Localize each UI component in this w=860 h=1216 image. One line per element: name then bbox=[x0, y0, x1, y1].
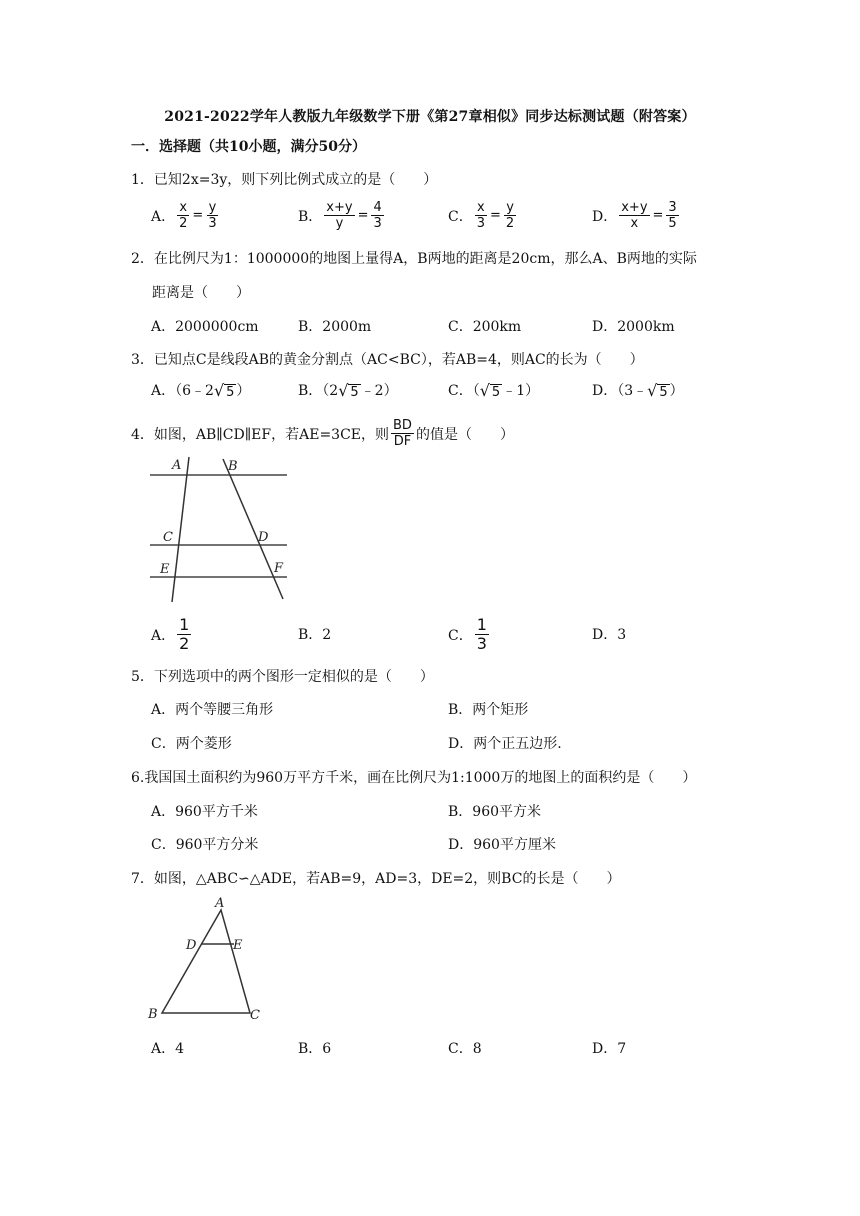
question-4-option-d[interactable]: D．3 bbox=[592, 627, 627, 643]
option-text: C．（ bbox=[448, 383, 480, 399]
option-label: D． bbox=[592, 208, 618, 225]
fraction: $\frac{1}{3}$ bbox=[476, 615, 487, 653]
question-7-option-c[interactable]: C．8 bbox=[448, 1041, 482, 1057]
option-text: B．（2 bbox=[298, 383, 339, 399]
question-6-option-d[interactable]: D．960平方厘米 bbox=[448, 837, 556, 853]
question-3-option-b[interactable] bbox=[298, 380, 398, 400]
equals-sign: = bbox=[357, 208, 369, 223]
question-6-option-b[interactable]: B．960平方米 bbox=[448, 804, 542, 820]
question-6-option-c[interactable]: C．960平方分米 bbox=[151, 837, 259, 853]
option-text: D．（3﹣ bbox=[592, 383, 648, 399]
question-5-option-c[interactable]: C．两个菱形 bbox=[151, 736, 232, 752]
question-4-stem bbox=[131, 418, 514, 449]
option-label: C． bbox=[448, 627, 473, 644]
label-a: A bbox=[172, 458, 182, 473]
stem-text: 的值是（ ） bbox=[415, 426, 514, 443]
question-4-figure bbox=[140, 452, 300, 612]
question-6-stem: 6.我国国土面积约为960万平方千米，画在比例尺为1:1000万的地图上的面积约是（ ） bbox=[131, 770, 697, 786]
label-f: F bbox=[274, 561, 284, 576]
option-text: ﹣1） bbox=[502, 383, 540, 399]
fraction: $\frac{x+y}{x}$ bbox=[621, 200, 648, 231]
question-3-option-c[interactable] bbox=[448, 380, 539, 400]
question-2-option-b[interactable]: B．2000m bbox=[298, 319, 372, 335]
question-7-option-d[interactable]: D．7 bbox=[592, 1041, 627, 1057]
option-text: ﹣2） bbox=[360, 383, 398, 399]
question-7-stem: 7．如图，△ABC∽△ADE，若AB=9，AD=3，DE=2，则BC的长是（ ） bbox=[131, 871, 621, 887]
question-4-option-c[interactable] bbox=[448, 616, 491, 653]
option-text: A．（6﹣2 bbox=[151, 383, 214, 399]
fraction-bd-df: $\frac{BD}{DF}$ bbox=[393, 418, 412, 449]
square-root: √ 5 bbox=[647, 380, 668, 400]
fraction: $\frac{x}{2}$ bbox=[179, 200, 188, 231]
option-text: ） bbox=[236, 383, 251, 399]
label-e: E bbox=[160, 562, 170, 577]
option-label: A． bbox=[151, 208, 176, 225]
question-1-option-c[interactable] bbox=[448, 200, 518, 231]
question-3-stem: 3．已知点C是线段AB的黄金分割点（AC<BC），若AB=4，则AC的长为（ ） bbox=[131, 352, 644, 368]
label-a: A bbox=[215, 896, 225, 911]
label-c: C bbox=[163, 530, 173, 545]
page-title: 2021-2022学年人教版九年级数学下册《第27章相似》同步达标测试题（附答案） bbox=[164, 109, 696, 125]
question-5-stem: 5．下列选项中的两个图形一定相似的是（ ） bbox=[131, 669, 434, 685]
option-label: A． bbox=[151, 627, 176, 644]
fraction: $\frac{x}{3}$ bbox=[476, 200, 485, 231]
question-2-stem-continued: 距离是（ ） bbox=[152, 285, 250, 301]
question-5-option-d[interactable]: D．两个正五边形. bbox=[448, 736, 562, 752]
question-7-option-b[interactable]: B．6 bbox=[298, 1041, 332, 1057]
question-2-stem: 2．在比例尺为1：1000000的地图上量得A，B两地的距离是20cm，那么A、B两地的实际 bbox=[131, 251, 697, 267]
question-3-option-d[interactable] bbox=[592, 380, 684, 400]
fraction: $\frac{4}{3}$ bbox=[373, 200, 382, 231]
label-b: B bbox=[148, 1007, 158, 1022]
question-7-option-a[interactable]: A．4 bbox=[151, 1041, 185, 1057]
fraction: $\frac{y}{3}$ bbox=[208, 200, 217, 231]
stem-text: 4．如图，AB∥CD∥EF，若AE=3CE，则 bbox=[131, 426, 390, 443]
question-1-option-a[interactable] bbox=[151, 200, 221, 231]
question-3-option-a[interactable] bbox=[151, 380, 250, 400]
question-6-option-a[interactable]: A．960平方千米 bbox=[151, 804, 258, 820]
fraction: $\frac{x+y}{y}$ bbox=[326, 200, 353, 231]
question-2-option-a[interactable]: A．2000000cm bbox=[151, 319, 259, 335]
equals-sign: = bbox=[490, 208, 501, 223]
option-text: ） bbox=[669, 383, 684, 399]
option-label: B． bbox=[298, 208, 323, 225]
square-root: √ 5 bbox=[338, 380, 359, 400]
label-d: D bbox=[186, 938, 197, 953]
question-1-option-d[interactable] bbox=[592, 200, 681, 231]
square-root: √ 5 bbox=[213, 380, 235, 400]
question-4-option-a[interactable] bbox=[151, 616, 193, 653]
equals-sign: = bbox=[652, 208, 664, 223]
label-e: E bbox=[233, 938, 243, 953]
label-d: D bbox=[258, 530, 269, 545]
equals-sign: = bbox=[192, 208, 204, 223]
question-7-figure bbox=[140, 893, 280, 1028]
question-5-option-b[interactable]: B．两个矩形 bbox=[448, 702, 529, 718]
square-root: √ 5 bbox=[479, 380, 501, 400]
question-1-option-b[interactable] bbox=[298, 200, 386, 231]
option-label: C． bbox=[448, 208, 473, 225]
question-1-stem: 1．已知2x=3y，则下列比例式成立的是（ ） bbox=[131, 172, 438, 188]
fraction: $\frac{1}{2}$ bbox=[179, 615, 190, 653]
section-heading: 一．选择题（共10小题，满分50分） bbox=[131, 139, 366, 155]
fraction: $\frac{3}{5}$ bbox=[668, 200, 677, 231]
question-4-option-b[interactable]: B．2 bbox=[298, 627, 332, 643]
fraction: $\frac{y}{2}$ bbox=[505, 200, 515, 231]
question-5-option-a[interactable]: A．两个等腰三角形 bbox=[151, 702, 274, 718]
question-2-option-d[interactable]: D．2000km bbox=[592, 319, 675, 335]
label-b: B bbox=[228, 459, 238, 474]
label-c: C bbox=[250, 1008, 260, 1023]
question-2-option-c[interactable]: C．200km bbox=[448, 319, 522, 335]
